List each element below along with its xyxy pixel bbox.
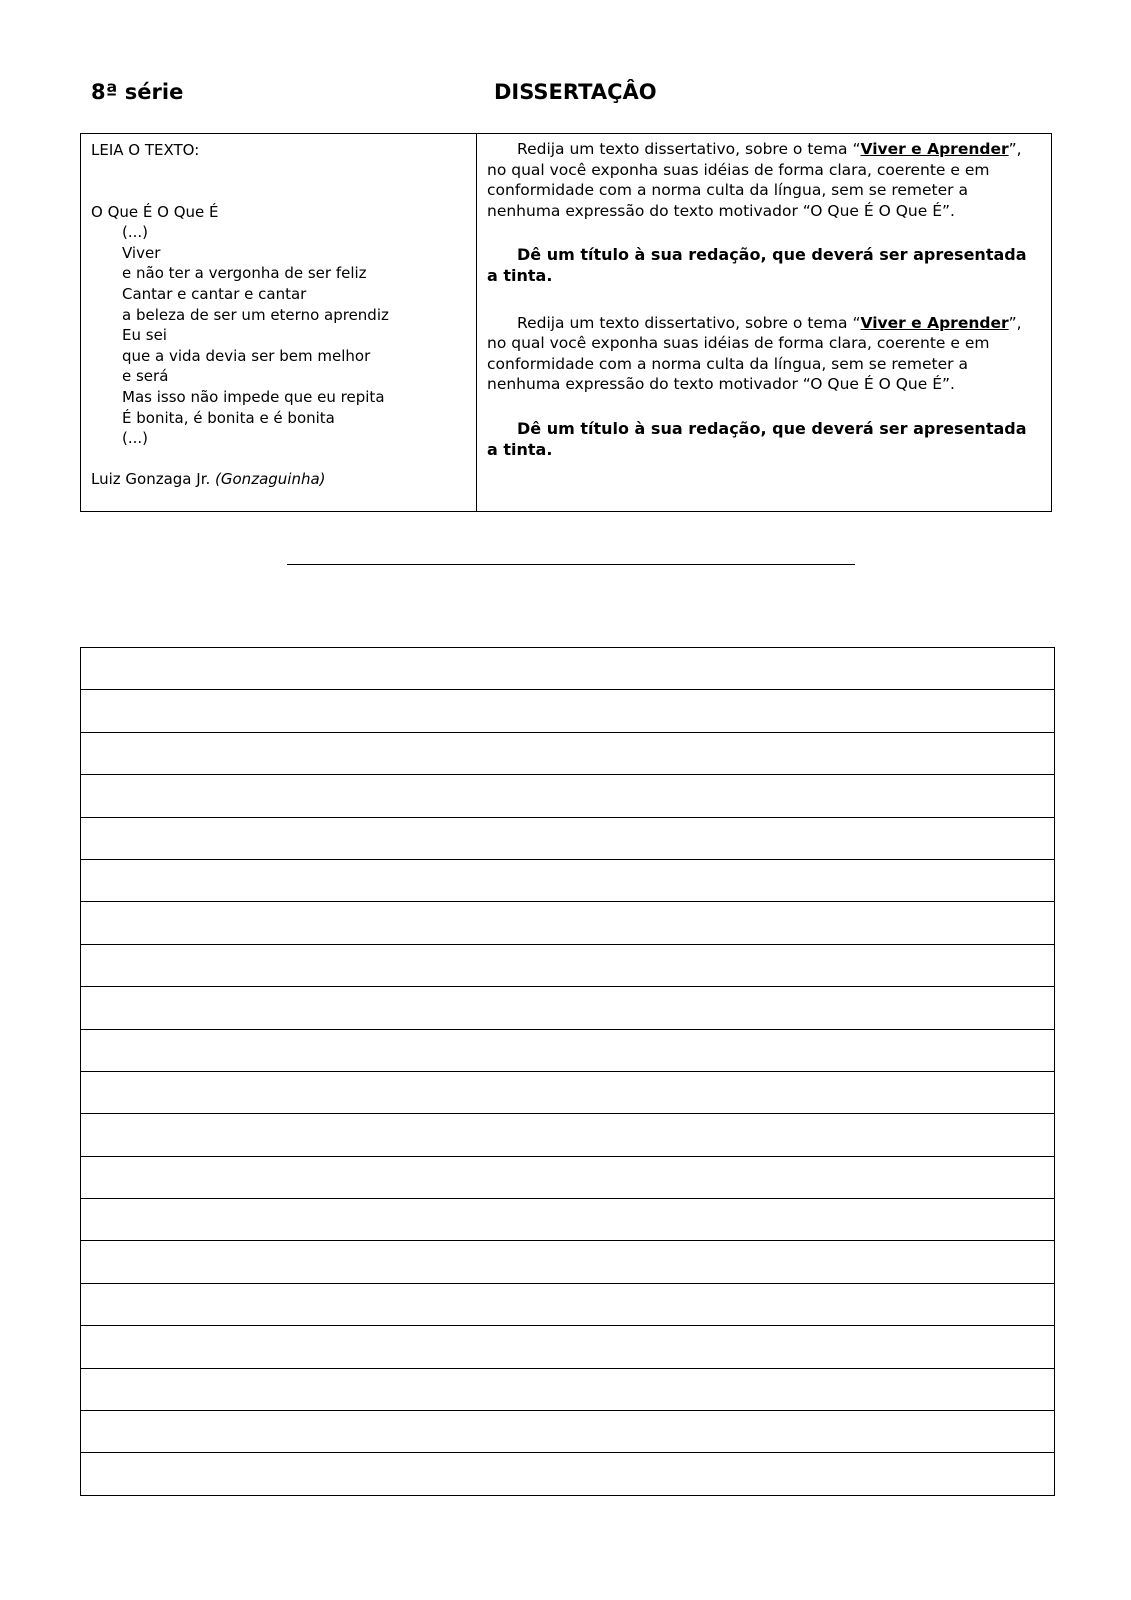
poem-verse: que a vida devia ser bem melhor [122,346,371,365]
essay-instruction-repeat [487,313,1039,395]
poem-verse: a beleza de ser um eterno aprendiz [122,305,389,324]
writing-line[interactable] [81,733,1054,775]
poem-verse: Cantar e cantar e cantar [122,284,307,303]
writing-line[interactable] [81,902,1054,944]
writing-line[interactable] [81,987,1054,1029]
poem-verse: (...) [122,429,149,448]
poem-verse: É bonita, é bonita e é bonita [122,408,335,427]
instruction-text-start: Redija um texto dissertativo, sobre o tema “ [517,313,861,332]
title-instruction: Dê um título à sua redação, que deverá ser apresentada a tinta. [487,245,1027,285]
writing-line[interactable] [81,1326,1054,1368]
author-alias: (Gonzaguinha) [215,469,326,488]
essay-writing-area[interactable] [80,647,1055,1496]
instructions-table [80,133,1052,512]
instruction-text-end: ”, no qual você exponha suas idéias de forma clara, coerente e em conformidade com a norma culta da língua, sem se remeter a nenhuma expressão do texto motivador “O Que É O Que É”. [487,140,1022,220]
poem-author [91,469,468,490]
poem-verse: e será [122,367,169,386]
writing-line[interactable] [81,945,1054,987]
writing-line[interactable] [81,1157,1054,1199]
poem-verses [91,222,468,449]
essay-title-line[interactable] [287,564,855,565]
writing-line[interactable] [81,1369,1054,1411]
poem-verse: (...) [122,223,149,242]
writing-line[interactable] [81,1241,1054,1283]
writing-line[interactable] [81,690,1054,732]
poem-title: O Que É O Que É [91,202,219,221]
poem-verse: e não ter a vergonha de ser feliz [122,264,367,283]
grade-label: 8ª série [91,80,184,104]
author-name: Luiz Gonzaga Jr. [91,469,211,488]
writing-line[interactable] [81,1284,1054,1326]
instruction-text-end: ”, no qual você exponha suas idéias de forma clara, coerente e em conformidade com a norma culta da língua, sem se remeter a nenhuma expressão do texto motivador “O Que É O Que É”. [487,313,1022,394]
writing-line[interactable] [81,1114,1054,1156]
writing-line[interactable] [81,1072,1054,1114]
essay-theme: Viver e Aprender [860,313,1009,332]
writing-line[interactable] [81,1199,1054,1241]
reading-text-column [81,134,477,511]
writing-line[interactable] [81,1030,1054,1072]
instructions-column [477,134,1051,511]
poem-verse: Eu sei [122,326,167,345]
writing-line[interactable] [81,860,1054,902]
essay-theme: Viver e Aprender [860,140,1009,158]
instruction-text-start: Redija um texto dissertativo, sobre o tema “ [517,140,861,158]
poem-verse: Mas isso não impede que eu repita [122,387,385,406]
writing-line[interactable] [81,1453,1054,1495]
writing-line[interactable] [81,648,1054,690]
poem-verse: Viver [122,243,161,262]
writing-line[interactable] [81,818,1054,860]
essay-instruction [487,139,1039,221]
read-label: LEIA O TEXTO: [91,141,200,159]
title-instruction-repeat: Dê um título à sua redação, que deverá ser apresentada a tinta. [487,418,1027,459]
writing-line[interactable] [81,775,1054,817]
writing-line[interactable] [81,1411,1054,1453]
page-title: DISSERTAÇÂO [494,80,657,104]
